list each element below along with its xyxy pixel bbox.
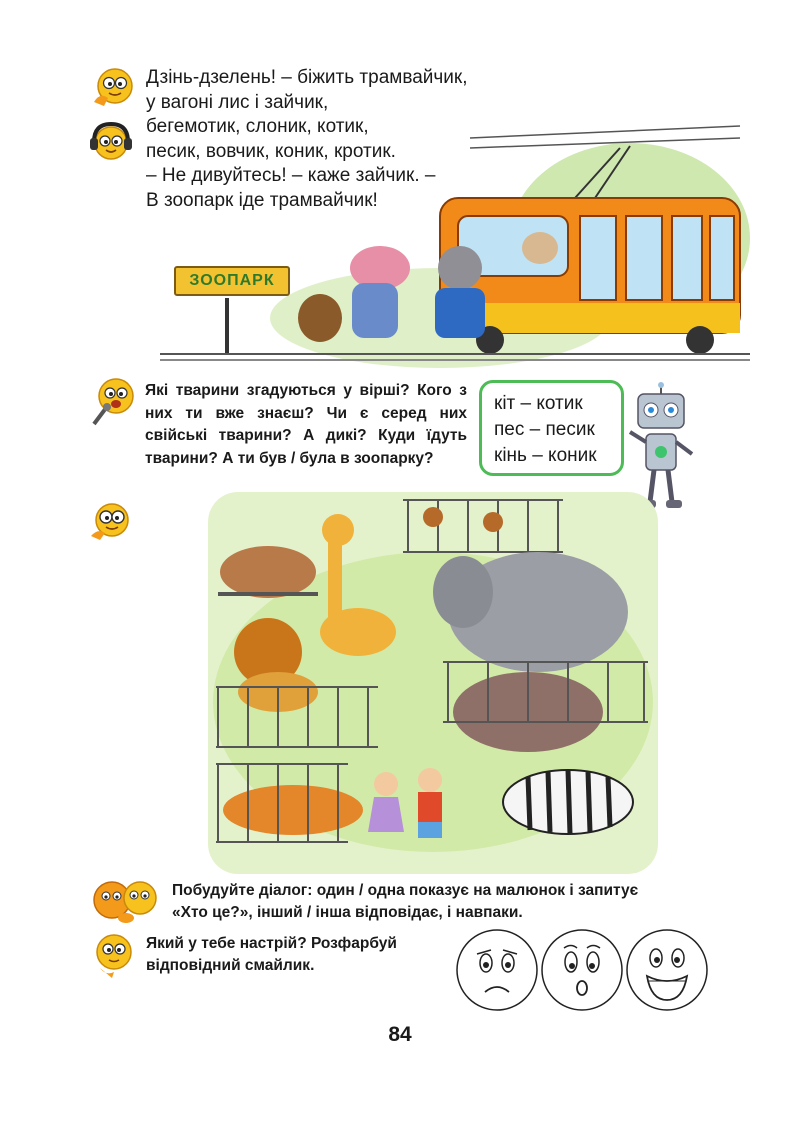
magnifier-emoji-icon: [88, 500, 134, 544]
word-pair: кіт – котик: [494, 393, 583, 414]
surprised-smiley-icon[interactable]: [540, 928, 624, 1012]
dialog-task-line: «Хто це?», інший / інша відповідає, і навпаки.: [172, 904, 523, 921]
headphones-emoji-icon: [88, 120, 134, 164]
word-pair: пес – песик: [494, 419, 595, 440]
microphone-emoji-icon: [88, 376, 138, 428]
happy-smiley-icon[interactable]: [625, 928, 709, 1012]
poem-line: – Не дивуйтесь! – каже зайчик. –: [146, 165, 436, 186]
questions-text: Які тварини згадуються у вірші? Кого з них ти вже знаєш? Чи є серед них свійські тварини? А дикі? Куди їдуть тварини? А ти був / була в зоопарку?: [145, 382, 467, 467]
pair-talk-emoji-icon: [90, 878, 162, 924]
page-number: 84: [388, 1023, 412, 1046]
zoo-illustration: [208, 492, 658, 874]
sad-smiley-icon[interactable]: [455, 928, 539, 1012]
dialog-task-line: Побудуйте діалог: один / одна показує на малюнок і запитує: [172, 882, 639, 899]
poem-line: Дзінь-дзелень! – біжить трамвайчик,: [146, 67, 468, 88]
zoo-sign: ЗООПАРК: [174, 266, 290, 296]
tram-illustration: [160, 118, 750, 368]
mood-task-line: Який у тебе настрій? Розфарбуй: [146, 935, 397, 952]
mood-task: [146, 933, 397, 977]
thinking-emoji-icon: [92, 932, 136, 980]
word-box: [479, 380, 624, 476]
dialog-task: [172, 880, 638, 924]
poem-line: бегемотик, слоник, котик,: [146, 116, 369, 137]
poem-line: В зоопарк іде трамвайчик!: [146, 189, 378, 211]
poem-line: песик, вовчик, коник, кротик.: [146, 140, 396, 162]
mood-task-line: відповідний смайлик.: [146, 957, 315, 974]
poem-line: у вагоні лис і зайчик,: [146, 91, 329, 113]
reading-emoji-icon: [90, 66, 136, 110]
word-pair: кінь – коник: [494, 445, 597, 466]
